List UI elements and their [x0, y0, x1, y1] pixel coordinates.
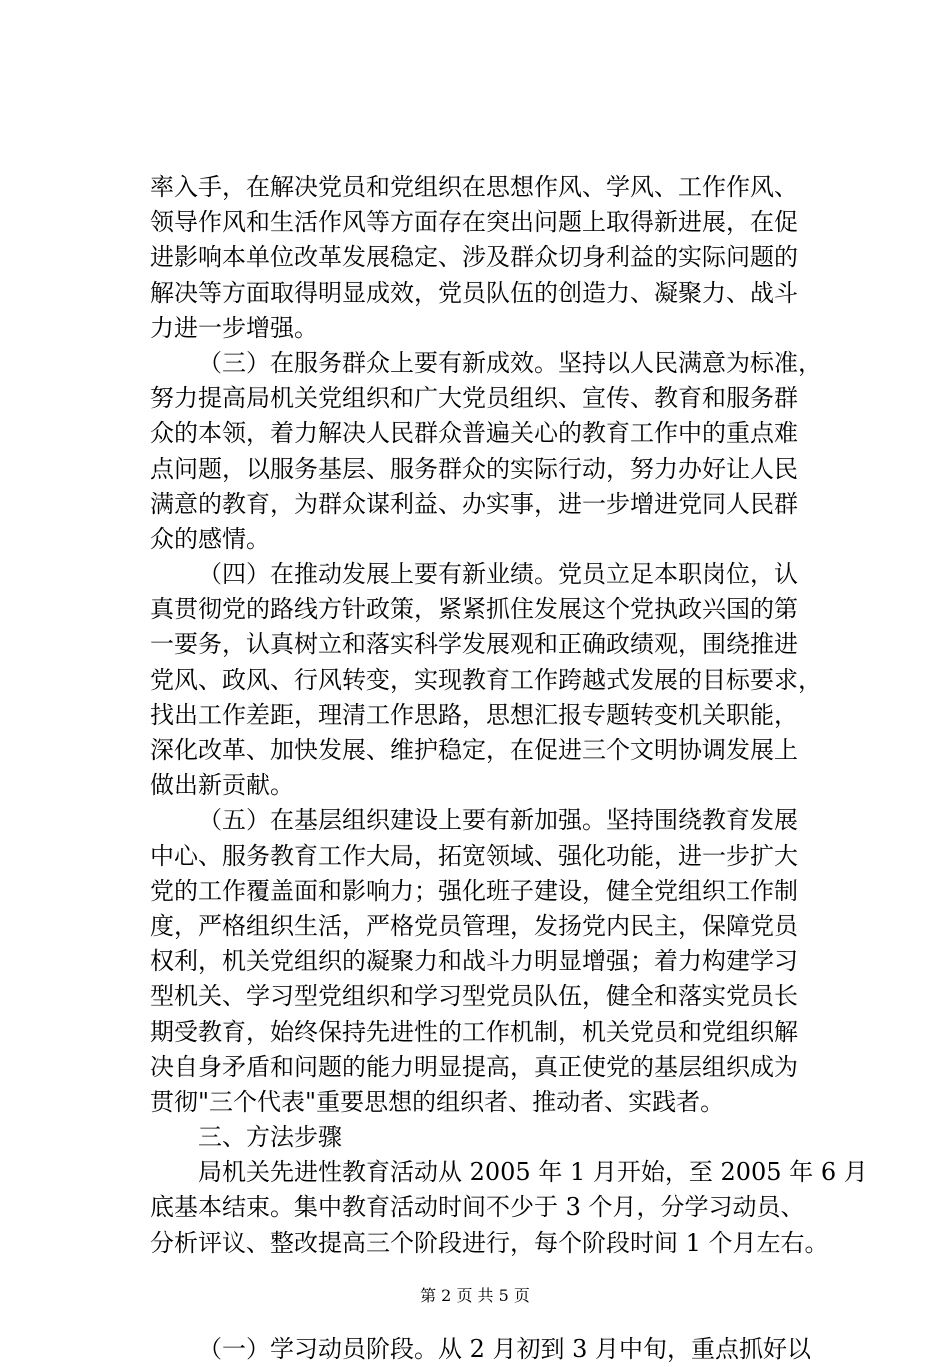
text-line: 满意的教育，为群众谋利益、办实事，进一步增进党同人民群 — [150, 489, 798, 518]
text-line: 力进一步增强。 — [150, 313, 318, 342]
text-line: 贯彻"三个代表"重要思想的组织者、推动者、实践者。 — [150, 1087, 725, 1116]
text-line: 解决等方面取得明显成效，党员队伍的创造力、凝聚力、战斗 — [150, 278, 798, 307]
text-line: 众的感情。 — [150, 524, 270, 553]
text-line: 领导作风和生活作风等方面存在突出问题上取得新进展，在促 — [150, 208, 798, 237]
text-line: 权利，机关党组织的凝聚力和战斗力明显增强；着力构建学习 — [150, 947, 798, 976]
text-line: 真贯彻党的路线方针政策，紧紧抓住发展这个党执政兴国的第 — [150, 595, 798, 624]
text-line: （三）在服务群众上要有新成效。坚持以人民满意为标准， — [198, 348, 822, 377]
text-line: 深化改革、加快发展、维护稳定，在促进三个文明协调发展上 — [150, 736, 798, 764]
text-line: 努力提高局机关党组织和广大党员组织、宣传、教育和服务群 — [150, 384, 798, 413]
text-line: 三、方法步骤 — [198, 1123, 342, 1152]
text-line: 进影响本单位改革发展稳定、涉及群众切身利益的实际问题的 — [150, 243, 798, 272]
text-line: 一要务，认真树立和落实科学发展观和正确政绩观，围绕推进 — [150, 630, 798, 659]
page-footer: 第 2 页 共 5 页 — [420, 1286, 530, 1305]
text-line: 众的本领，着力解决人民群众普遍关心的教育工作中的重点难 — [150, 419, 798, 448]
text-line: 党的工作覆盖面和影响力；强化班子建设，健全党组织工作制 — [150, 876, 798, 905]
text-line: 点问题，以服务基层、服务群众的实际行动，努力办好让人民 — [150, 454, 798, 483]
text-line: 率入手，在解决党员和党组织在思想作风、学风、工作作风、 — [150, 173, 798, 201]
text-line: 找出工作差距，理清工作思路，思想汇报专题转变机关职能， — [150, 700, 798, 729]
text-line: 底基本结束。集中教育活动时间不少于 3 个月，分学习动员、 — [150, 1193, 805, 1222]
text-line: 期受教育，始终保持先进性的工作机制，机关党员和党组织解 — [150, 1017, 798, 1046]
text-line: 中心、服务教育工作大局，拓宽领域、强化功能，进一步扩大 — [150, 841, 798, 870]
text-line: 党风、政风、行风转变，实现教育工作跨越式发展的目标要求， — [150, 665, 822, 694]
text-line: （四）在推动发展上要有新业绩。党员立足本职岗位，认 — [198, 560, 798, 589]
text-line: 型机关、学习型党组织和学习型党员队伍，健全和落实党员长 — [150, 982, 798, 1011]
text-line: 决自身矛盾和问题的能力明显提高，真正使党的基层组织成为 — [150, 1052, 798, 1081]
text-line: 局机关先进性教育活动从 2005 年 1 月开始，至 2005 年 6 月 — [198, 1158, 868, 1187]
text-line-continued: （一）学习动员阶段。从 2 月初到 3 月中旬，重点抓好以 — [198, 1334, 812, 1363]
document-body — [150, 170, 868, 1367]
text-line: 分析评议、整改提高三个阶段进行，每个阶段时间 1 个月左右。 — [150, 1228, 829, 1257]
text-line: 做出新贡献。 — [150, 771, 294, 800]
text-line: （五）在基层组织建设上要有新加强。坚持围绕教育发展 — [198, 806, 798, 835]
text-line: 度，严格组织生活，严格党员管理，发扬党内民主，保障党员 — [150, 911, 798, 940]
